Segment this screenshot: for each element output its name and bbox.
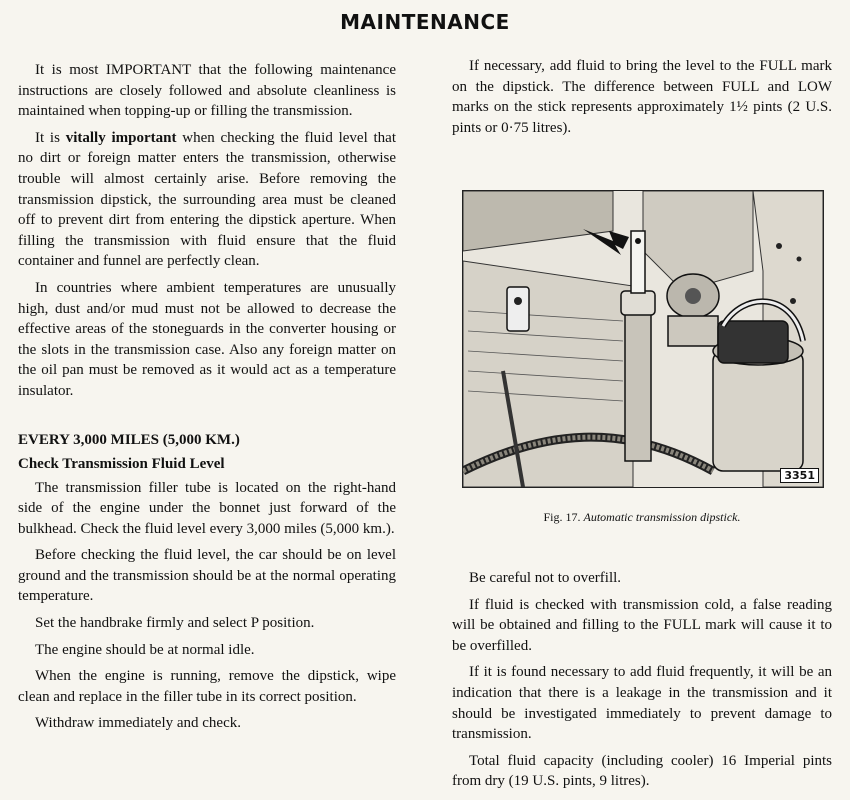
paragraph-dipstick: When the engine is running, remove the dipstick, wipe clean and replace in the filler tube in its correct position. (18, 668, 396, 705)
paragraph-vitally-important (18, 128, 396, 272)
paragraph-ambient: In countries where ambient temperatures are unusually high, dust and/or mud must not be allowed to decrease the effective areas of the stoneguards in the converter housing or the slots in the transmission case. Also any foreign matter on the oil pan must be removed as it would act as a temperature insulator. (18, 279, 396, 399)
paragraph-overfill: Be careful not to overfill. (469, 570, 622, 586)
dipstick-illustration (462, 190, 824, 488)
paragraph-withdraw: Withdraw immediately and check. (35, 715, 241, 732)
left-column (18, 60, 396, 740)
caption-text: Automatic transmission dipstick. (583, 510, 741, 524)
paragraph-capacity: Total fluid capacity (including cooler) 16 Imperial pints from dry (19 U.S. pints, 9 litres). (452, 752, 832, 790)
paragraph-add-fluid: If necessary, add fluid to bring the level to the FULL mark on the dipstick. The difference between FULL and LOW marks on the stick represents approximately 1½ pints (2 U.S. pints or 0·75 litres). (452, 58, 832, 136)
p2-bold: vitally important (65, 129, 177, 146)
right-column-top (452, 56, 832, 144)
p2-lead: It is (35, 129, 60, 146)
section-heading: EVERY 3,000 MILES (5,000 KM.) (18, 431, 240, 448)
figure-caption (452, 510, 832, 525)
caption-number: Fig. 17. (543, 510, 581, 524)
paragraph-leakage: If it is found necessary to add fluid frequently, it will be an indication that there is a leakage in the transmission and it should be investigated immediately to prevent damage to transmission. (452, 664, 832, 743)
paragraph-important: It is most IMPORTANT that the following maintenance instructions are closely followed and absolute cleanliness is maintained when topping-up or filling the transmission. (18, 62, 396, 120)
page-title: MAINTENANCE (340, 10, 510, 34)
sub-heading: Check Transmission Fluid Level (18, 455, 225, 472)
p2-rest: when checking the fluid level that no dirt or foreign matter enters the transmission, otherwise trouble will almost certainly arise. Before removing the transmission dipstick, the surrounding area must be cleaned off to prevent dirt from entering the dipstick aperture. When filling the transmission with fluid ensure that the fluid container and funnel are perfectly clean. (18, 129, 396, 270)
right-column-bottom (452, 568, 832, 798)
paragraph-cold-check: If fluid is checked with transmission cold, a false reading will be obtained and filling to the FULL mark will cause it to be overfilled. (452, 596, 832, 654)
paragraph-level-ground: Before checking the fluid level, the car should be on level ground and the transmission should be at the normal operating temperature. (18, 547, 396, 605)
paragraph-idle: The engine should be at normal idle. (35, 641, 255, 658)
paragraph-filler-tube: The transmission filler tube is located on the right-hand side of the engine under the bonnet just forward of the bulkhead. Check the fluid level every 3,000 miles (5,000 km.). (18, 479, 396, 537)
figure-number: 3351 (780, 468, 819, 483)
paragraph-handbrake: Set the handbrake firmly and select P position. (35, 615, 315, 632)
engine-drawing (463, 191, 823, 487)
